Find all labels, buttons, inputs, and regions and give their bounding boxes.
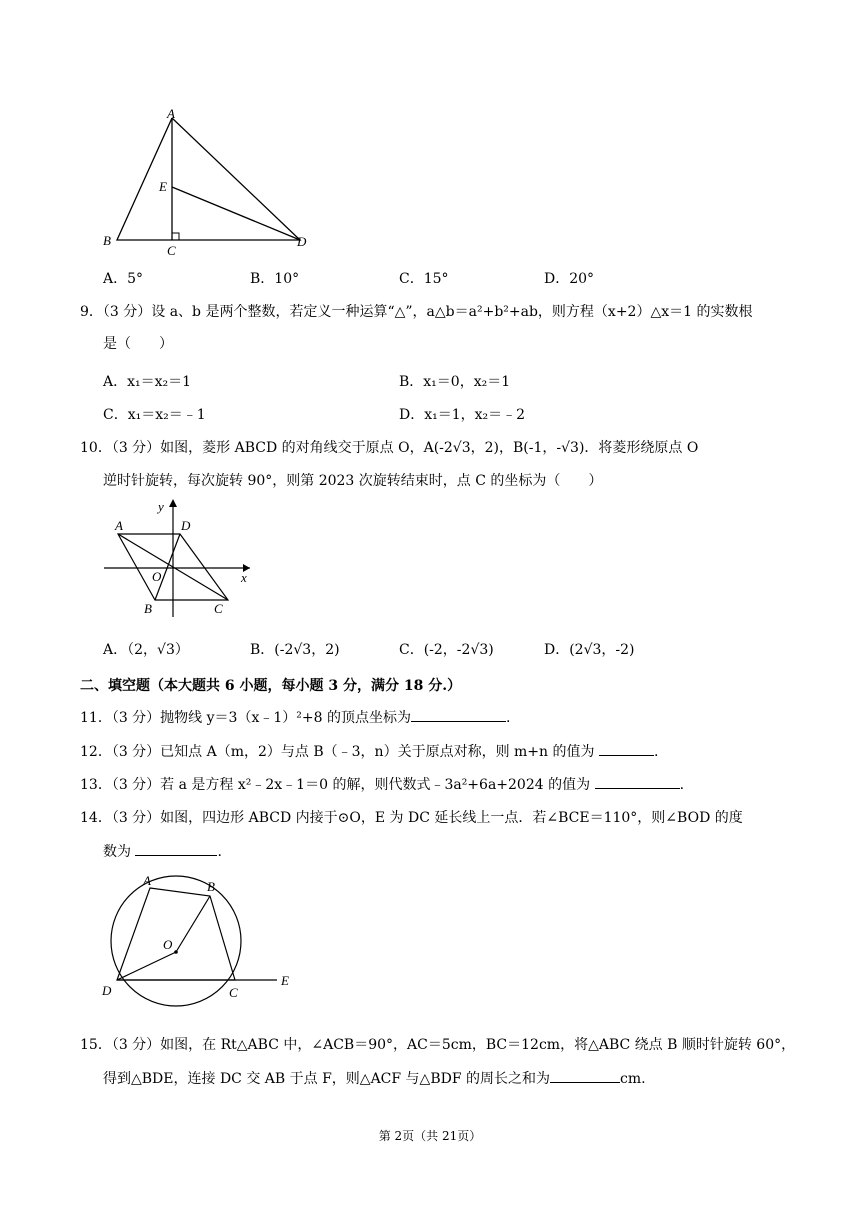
section-heading-fill-in: 二、填空题（本大题共 6 小题，每小题 3 分，满分 18 分.） — [80, 678, 462, 694]
q8-triangle-figure — [95, 100, 325, 260]
q10-option-a[interactable]: A．（2，√3） — [103, 642, 189, 658]
q8-label-e: E — [159, 179, 167, 194]
q8-label-c: C — [167, 243, 176, 258]
q15-stem-line1: 15．（3 分）如图，在 Rt△ABC 中，∠ACB＝90°，AC＝5cm，BC＝12cm，将△ABC 绕点 B 顺时针旋转 60°， — [80, 1037, 796, 1053]
q11-stem — [80, 707, 510, 728]
q14-end: . — [217, 844, 222, 860]
q12-text: 12．（3 分）已知点 A（m，2）与点 B（﹣3，n）关于原点对称，则 m+n 的值为 — [80, 744, 595, 760]
q8-option-d[interactable]: D．20° — [544, 271, 595, 287]
q12-answer-blank[interactable] — [599, 741, 654, 756]
q10-stem-line1: 10．（3 分）如图，菱形 ABCD 的对角线交于原点 O，A(-2√3，2)，B(-1，-√3)．将菱形绕原点 O — [80, 440, 699, 456]
q15-answer-blank[interactable] — [550, 1068, 620, 1083]
q13-answer-blank[interactable] — [595, 774, 680, 789]
q14-stem-line2 — [103, 841, 222, 862]
q11-text: 11．（3 分）抛物线 y＝3（x﹣1）²+8 的顶点坐标为 — [80, 710, 411, 726]
q10-label-c: C — [214, 601, 223, 616]
q10-label-y: y — [158, 499, 164, 514]
q15-unit: cm. — [620, 1071, 646, 1087]
q14-label-e: E — [281, 973, 289, 988]
q10-option-b[interactable]: B．(-2√3，2) — [250, 642, 340, 658]
q9-option-a[interactable]: A．x₁＝x₂＝1 — [103, 374, 192, 390]
q10-label-x: x — [241, 570, 247, 585]
q14-label-b: B — [207, 879, 215, 894]
q13-text: 13．（3 分）若 a 是方程 x²﹣2x﹣1＝0 的解，则代数式﹣3a²+6a+2024 的值为 — [80, 777, 591, 793]
q10-label-d: D — [181, 518, 191, 533]
q12-stem — [80, 741, 658, 762]
q8-option-a[interactable]: A．5° — [103, 271, 144, 287]
q14-label-a: A — [143, 873, 151, 888]
q8-label-b: B — [103, 233, 111, 248]
q9-stem-line1: 9．（3 分）设 a、b 是两个整数，若定义一种运算“△”，a△b＝a²+b²+ab，则方程（x+2）△x＝1 的实数根 — [80, 304, 753, 320]
q11-end: . — [505, 710, 511, 726]
q13-stem — [80, 774, 684, 795]
q9-stem-line2: 是（ ） — [103, 336, 173, 352]
q11-answer-blank[interactable] — [411, 707, 506, 722]
q14-line2-text: 数为 — [103, 844, 131, 860]
q9-option-b[interactable]: B．x₁＝0，x₂＝1 — [399, 374, 511, 390]
q10-stem-line2: 逆时针旋转，每次旋转 90°，则第 2023 次旋转结束时，点 C 的坐标为（ ） — [103, 473, 603, 489]
q14-label-d: D — [102, 983, 112, 998]
q14-label-c: C — [229, 985, 238, 1000]
page-footer: 第 2页（共 21页） — [378, 1129, 482, 1143]
q15-line2-text: 得到△BDE，连接 DC 交 AB 于点 F，则△ACF 与△BDF 的周长之和为 — [103, 1071, 550, 1087]
q10-option-c[interactable]: C．(-2，-2√3) — [399, 642, 494, 658]
q14-stem-line1: 14．（3 分）如图，四边形 ABCD 内接于⊙O，E 为 DC 延长线上一点．若∠BCE＝110°，则∠BOD 的度 — [80, 810, 743, 826]
q8-option-c[interactable]: C．15° — [399, 271, 449, 287]
q14-circle-figure — [95, 868, 300, 1008]
q13-end: . — [679, 777, 685, 793]
q14-answer-blank[interactable] — [135, 841, 217, 856]
q8-label-d: D — [297, 234, 307, 249]
q14-label-o: O — [163, 937, 173, 952]
q12-end: . — [653, 744, 659, 760]
q15-stem-line2 — [103, 1068, 646, 1089]
q10-rhombus-figure — [100, 495, 260, 620]
q10-label-b: B — [144, 601, 152, 616]
q9-option-c[interactable]: C．x₁＝x₂＝﹣1 — [103, 407, 206, 423]
q10-label-o: O — [152, 569, 162, 584]
q8-option-b[interactable]: B．10° — [250, 271, 300, 287]
q10-label-a: A — [115, 518, 123, 533]
q9-option-d[interactable]: D．x₁＝1，x₂＝﹣2 — [399, 407, 526, 423]
q8-label-a: A — [167, 106, 175, 121]
q10-option-d[interactable]: D．(2√3，-2) — [544, 642, 635, 658]
